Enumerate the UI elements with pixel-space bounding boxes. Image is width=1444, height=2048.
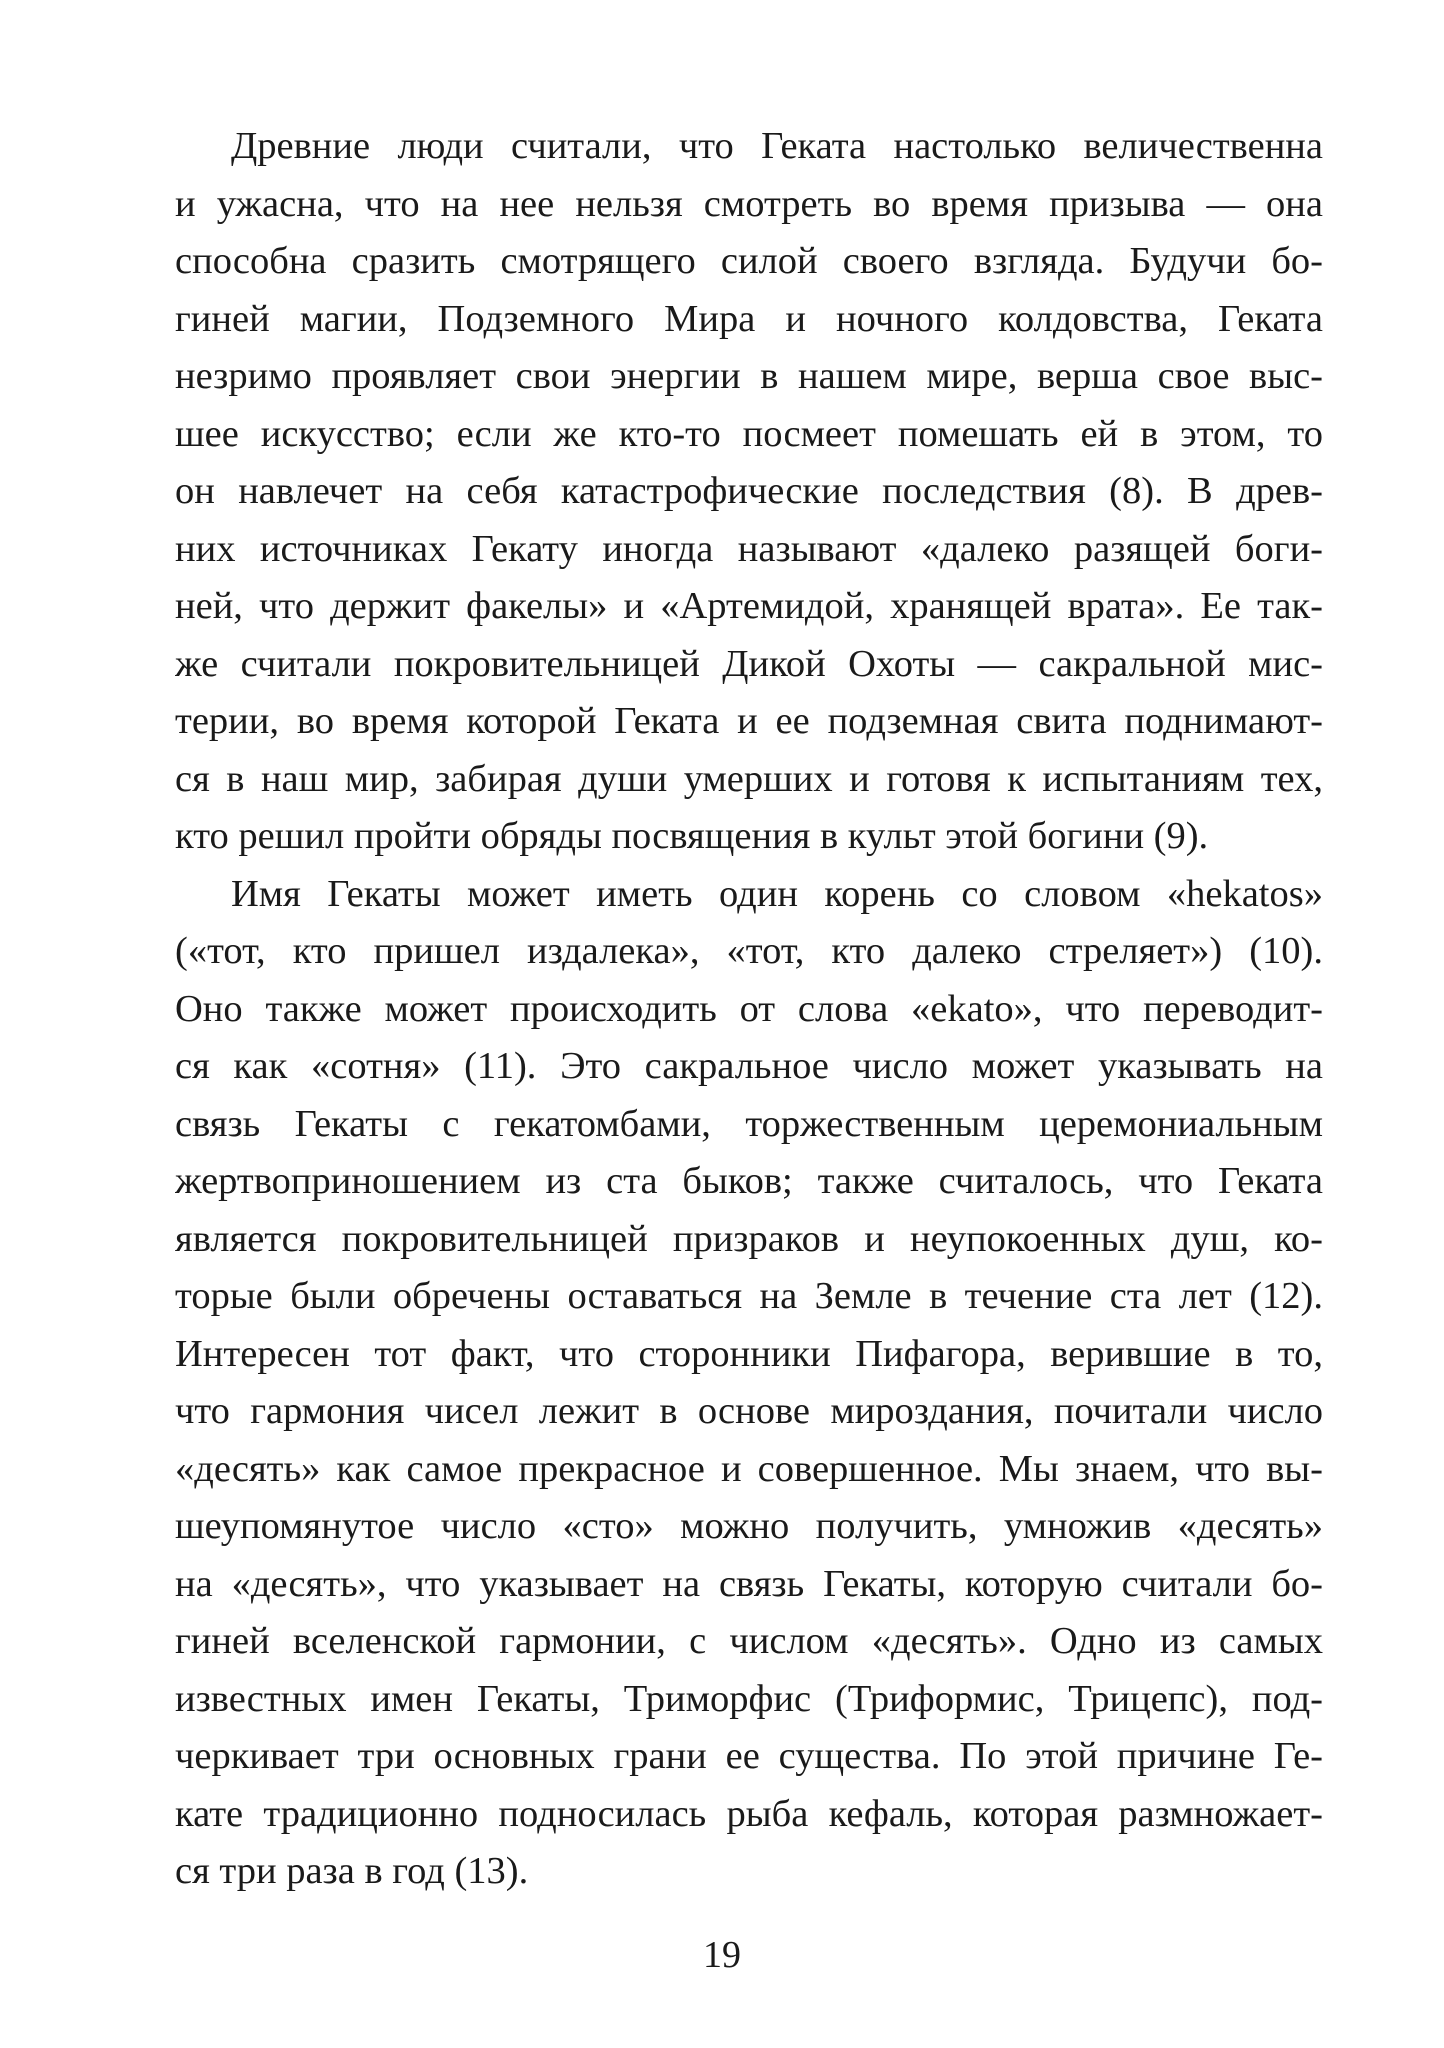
body-text (175, 118, 1323, 1901)
text-line: Имя Гекаты может иметь один корень со словом «hekatos» (231, 872, 1323, 915)
text-line: ся как «сотня» (11). Это сакральное число может указывать на (175, 1045, 1323, 1087)
text-line: связь Гекаты с гекатомбами, торжественным церемониальным (175, 1102, 1323, 1145)
text-line: известных имен Гекаты, Триморфис (Триформис, Трицепс), под- (175, 1677, 1323, 1720)
page-number: 19 (703, 1934, 741, 1976)
paragraph-1 (175, 118, 1323, 866)
text-line: ся в наш мир, забирая души умерших и готовя к испытаниям тех, (175, 757, 1323, 800)
text-line: торые были обречены оставаться на Земле в течение ста лет (12). (175, 1275, 1323, 1317)
text-line: Интересен тот факт, что сторонники Пифагора, верившие в то, (175, 1332, 1323, 1375)
text-line: шеупомянутое число «сто» можно получить, умножив «десять» (175, 1505, 1323, 1547)
text-line: них источниках Гекату иногда называют «далеко разящей боги- (175, 527, 1323, 570)
text-line: гиней магии, Подземного Мира и ночного колдовства, Геката (175, 297, 1323, 340)
text-line: жертвоприношением из ста быков; также считалось, что Геката (175, 1160, 1323, 1202)
text-line: ней, что держит факелы» и «Артемидой, хранящей врата». Ее так- (175, 585, 1323, 627)
text-line: он навлечет на себя катастрофические последствия (8). В древ- (175, 470, 1323, 512)
text-line: ся три раза в год (13). (175, 1850, 529, 1892)
text-line: «десять» как самое прекрасное и совершенное. Мы знаем, что вы- (175, 1447, 1323, 1490)
text-line: черкивает три основных грани ее существа. По этой причине Ге- (175, 1735, 1323, 1777)
text-line: кате традиционно подносилась рыба кефаль, которая размножает- (175, 1792, 1323, 1835)
text-line: терии, во время которой Геката и ее подземная свита поднимают- (175, 700, 1323, 742)
text-line: шее искусство; если же кто-то посмеет помешать ей в этом, то (175, 412, 1323, 455)
text-line: Оно также может происходить от слова «ekato», что переводит- (175, 987, 1323, 1030)
text-line: на «десять», что указывает на связь Гекаты, которую считали бо- (175, 1562, 1323, 1605)
text-line: гиней вселенской гармонии, с числом «десять». Одно из самых (175, 1620, 1323, 1662)
text-line: кто решил пройти обряды посвящения в культ этой богини (9). (175, 815, 1209, 857)
text-line: Древние люди считали, что Геката настолько величественна (231, 125, 1323, 167)
text-line: незримо проявляет свои энергии в нашем мире, верша свое выс- (175, 355, 1323, 397)
paragraph-2 (175, 866, 1323, 1901)
text-line: и ужасна, что на нее нельзя смотреть во время призыва — она (175, 182, 1323, 225)
text-line: является покровительницей призраков и неупокоенных душ, ко- (175, 1217, 1323, 1260)
text-line: («тот, кто пришел издалека», «тот, кто далеко стреляет») (10). (175, 930, 1323, 972)
text-line: же считали покровительницей Дикой Охоты — сакральной мис- (175, 642, 1323, 685)
text-line: способна сразить смотрящего силой своего взгляда. Будучи бо- (175, 240, 1323, 282)
text-line: что гармония чисел лежит в основе мироздания, почитали число (175, 1390, 1323, 1432)
